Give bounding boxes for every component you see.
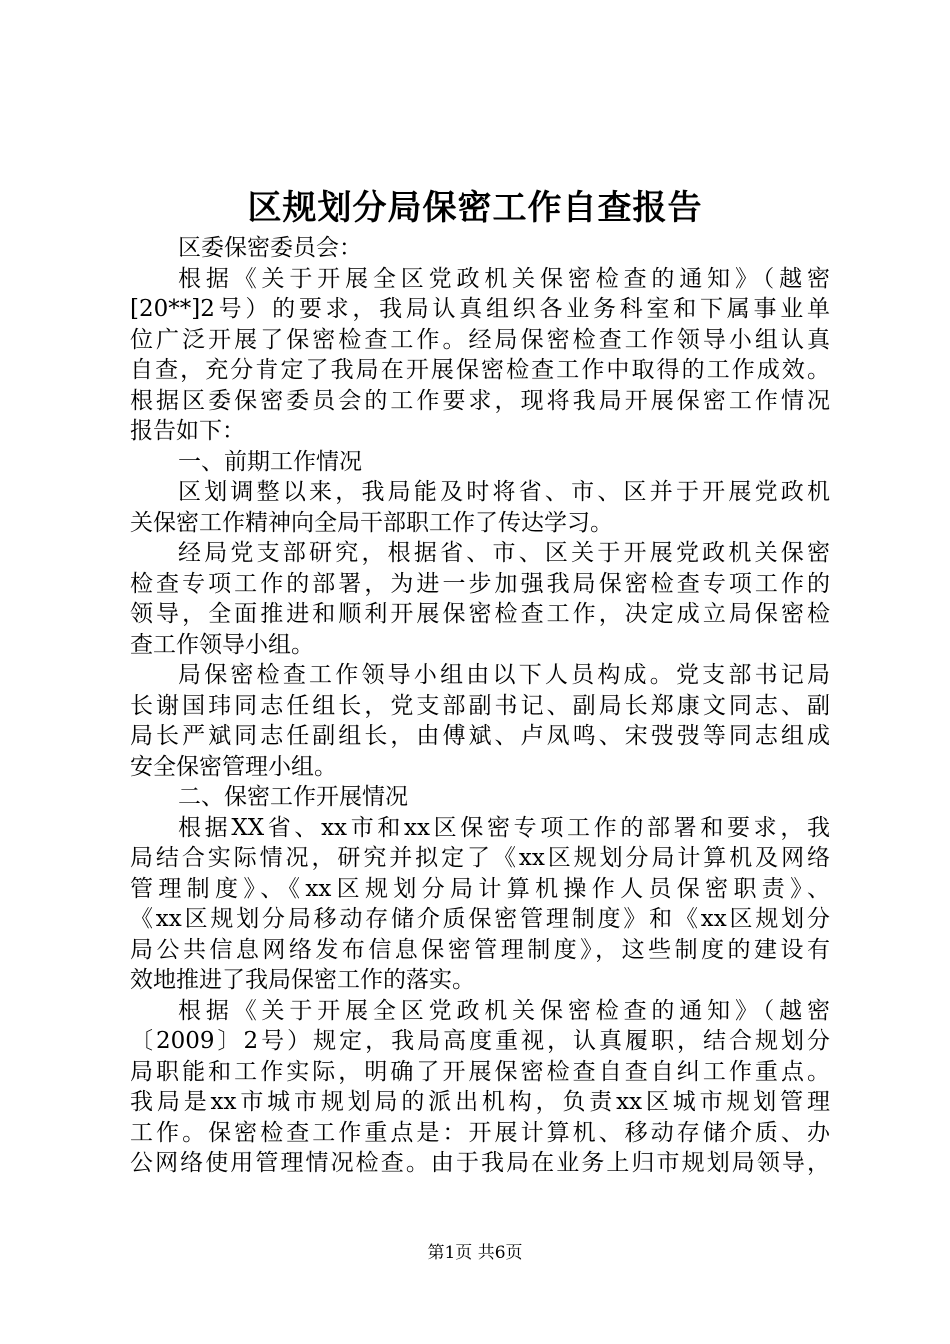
text-line: 区划调整以来，我局能及时将省、市、区并于开展党政机 [178,479,830,505]
text-line: 〔2009〕2号）规定，我局高度重视，认真履职，结合规划分 [130,1028,830,1054]
text-line: 局结合实际情况，研究并拟定了《xx区规划分局计算机及网络 [130,845,830,871]
text-line: 根据《关于开展全区党政机关保密检查的通知》（越密 [178,997,830,1024]
text-line: 局公共信息网络发布信息保密管理制度》，这些制度的建设有 [130,936,830,963]
text-line: 效地推进了我局保密工作的落实。 [130,967,475,993]
text-line: 经局党支部研究，根据省、市、区关于开展党政机关保密 [178,540,830,566]
text-line: 局保密检查工作领导小组由以下人员构成。党支部书记局 [178,662,830,688]
text-line: 检查专项工作的部署，为进一步加强我局保密检查专项工作的 [130,570,830,597]
text-line: 自查，充分肯定了我局在开展保密检查工作中取得的工作成效。 [130,357,830,383]
text-line: 根据《关于开展全区党政机关保密检查的通知》（越密 [178,265,830,292]
text-line: 安全保密管理小组。 [130,753,337,780]
text-line: 管理制度》、《xx区规划分局计算机操作人员保密职责》、 [130,875,830,902]
page-number-footer: 第1页 共6页 [427,1243,523,1263]
text-line: 《xx区规划分局移动存储介质保密管理制度》和《xx区规划分 [130,906,830,932]
document-title: 区规划分局保密工作自查报告 [247,188,703,228]
text-line: 查工作领导小组。 [130,631,314,658]
text-line: 我局是xx市城市规划局的派出机构，负责xx区城市规划管理 [130,1089,830,1115]
text-line: 位广泛开展了保密检查工作。经局保密检查工作领导小组认真 [130,326,830,353]
text-line: 关保密工作精神向全局干部职工作了传达学习。 [130,509,613,536]
text-line: [20**]2号）的要求，我局认真组织各业务科室和下属事业单 [130,296,830,322]
text-line: 长谢国玮同志任组长，党支部副书记、副局长郑康文同志、副 [130,692,830,719]
text-line: 领导，全面推进和顺利开展保密检查工作，决定成立局保密检 [130,601,830,627]
section-heading: 一、前期工作情况 [178,448,362,475]
text-line: 根据区委保密委员会的工作要求，现将我局开展保密工作情况 [130,387,830,414]
text-line: 根据XX省、xx市和xx区保密专项工作的部署和要求，我 [178,814,830,841]
section-heading: 二、保密工作开展情况 [178,784,408,810]
document-body [130,233,830,1179]
text-line: 报告如下： [130,418,245,444]
text-line: 区委保密委员会： [178,235,362,261]
text-line: 局长严斌同志任副组长，由傅斌、卢凤鸣、宋弢弢等同志组成 [130,723,830,749]
text-line: 公网络使用管理情况检查。由于我局在业务上归市规划局领导， [130,1150,830,1176]
text-line: 工作。保密检查工作重点是：开展计算机、移动存储介质、办 [130,1119,830,1146]
text-line: 局职能和工作实际，明确了开展保密检查自查自纠工作重点。 [130,1058,830,1085]
